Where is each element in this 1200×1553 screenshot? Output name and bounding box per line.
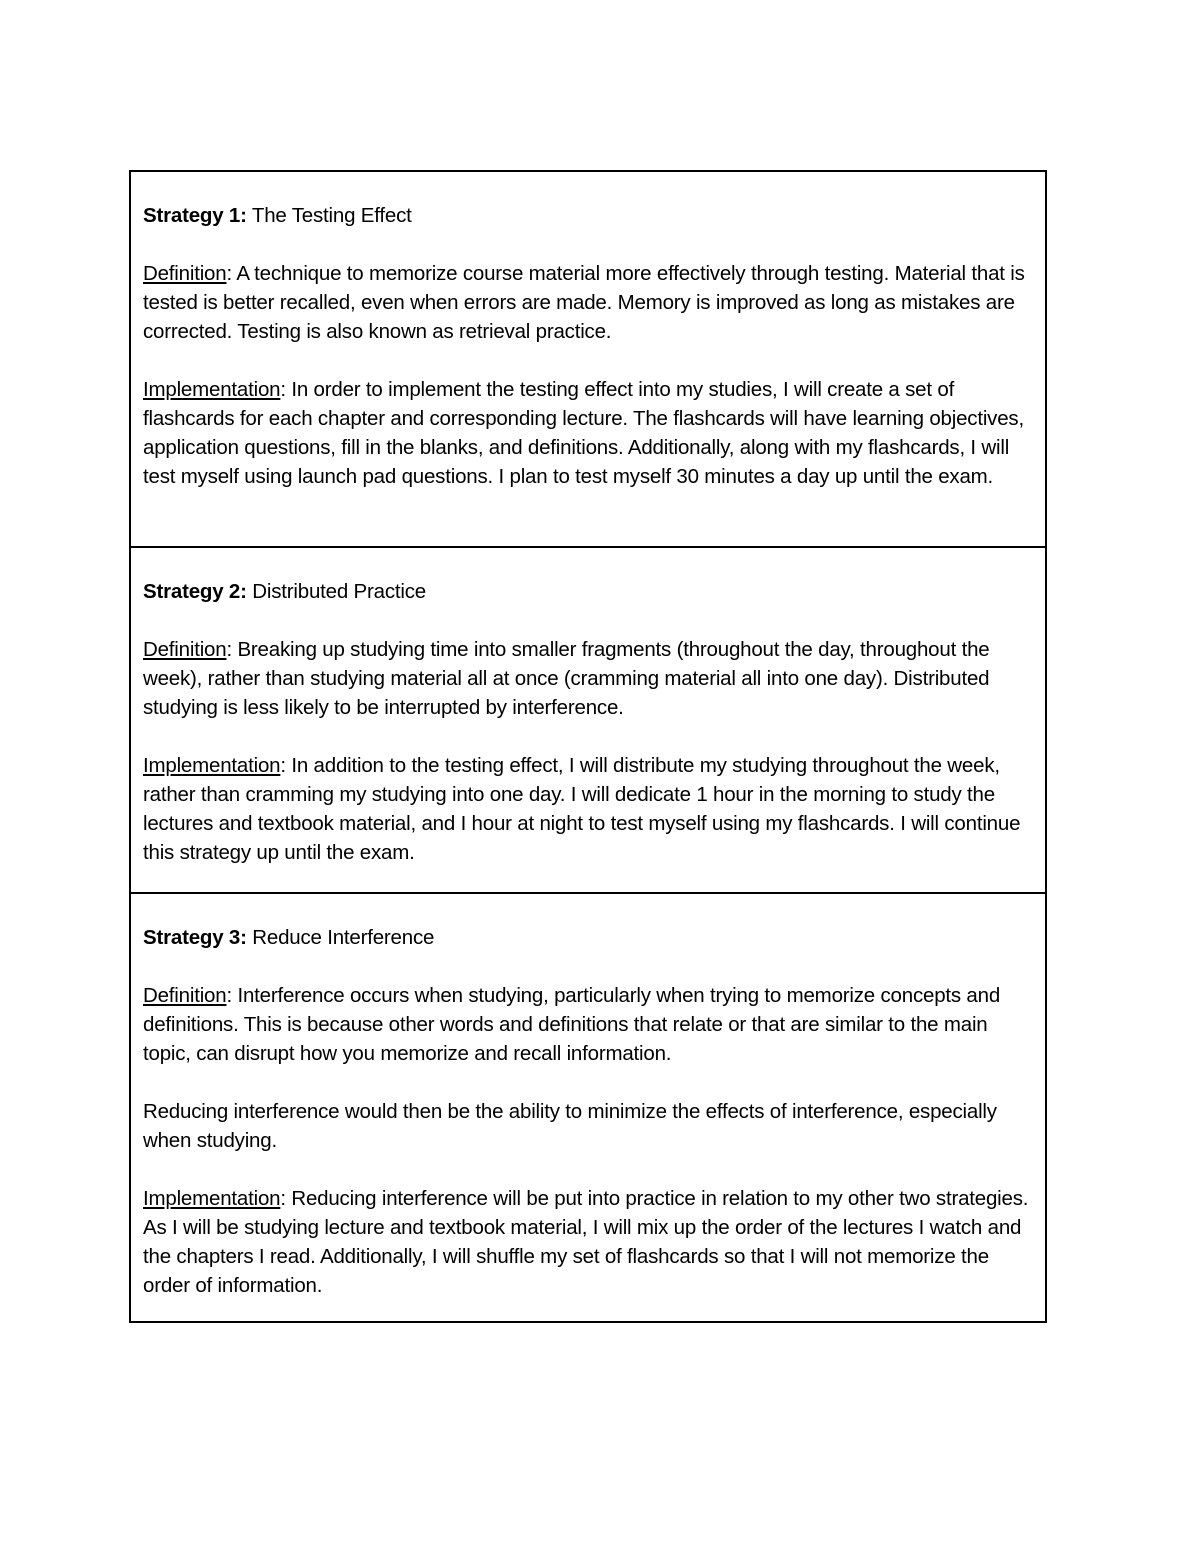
implementation-text: : In order to implement the testing effect into my studies, I will create a set of flashcards for each chapter and corresponding lecture. The flashcards will have learning objectives, application questions, fill in the blanks, and definitions. Additionally, along with my flashcards, I will test myself using launch pad questions. I plan to test myself 30 minutes a day up until the exam. <box>143 378 1024 488</box>
definition-paragraph <box>143 635 1033 722</box>
definition-paragraph <box>143 259 1033 346</box>
strategy-heading <box>143 923 1033 952</box>
definition-paragraph <box>143 981 1033 1068</box>
definition-label: Definition <box>143 262 227 285</box>
implementation-text: : In addition to the testing effect, I will distribute my studying throughout the week, rather than cramming my studying into one day. I will dedicate 1 hour in the morning to study the lectures and textbook material, and I hour at night to test myself using my flashcards. I will continue this strategy up until the exam. <box>143 754 1021 864</box>
strategy-cell-3 <box>131 892 1045 1321</box>
extra-paragraph: Reducing interference would then be the ability to minimize the effects of interference, especially when studying. <box>143 1100 997 1152</box>
implementation-paragraph <box>143 751 1033 867</box>
definition-label: Definition <box>143 984 227 1007</box>
strategy-title: Distributed Practice <box>246 580 426 603</box>
definition-text: : Breaking up studying time into smaller fragments (throughout the day, throughout the week), rather than studying material all at once (cramming material all into one day). Distributed studying is less likely to be interrupted by interference. <box>143 638 990 719</box>
strategy-title: Reduce Interference <box>246 926 435 949</box>
strategy-title: The Testing Effect <box>246 204 412 227</box>
implementation-label: Implementation <box>143 1187 281 1210</box>
definition-text: : Interference occurs when studying, particularly when trying to memorize concepts and definitions. This is because other words and definitions that relate or that are similar to the main topic, can disrupt how you memorize and recall information. <box>143 984 1001 1065</box>
implementation-label: Implementation <box>143 754 281 777</box>
strategy-label: Strategy 2: <box>143 580 247 603</box>
strategy-cell-2 <box>131 546 1045 892</box>
strategy-table <box>129 170 1047 1323</box>
strategy-cell-1 <box>131 172 1045 546</box>
strategy-label: Strategy 1: <box>143 204 247 227</box>
implementation-paragraph <box>143 375 1033 491</box>
definition-text: : A technique to memorize course material more effectively through testing. Material that is tested is better recalled, even when errors are made. Memory is improved as long as mistakes are corrected. Testing is also known as retrieval practice. <box>143 262 1025 343</box>
definition-label: Definition <box>143 638 227 661</box>
strategy-heading <box>143 577 1033 606</box>
implementation-text: : Reducing interference will be put into practice in relation to my other two strategies. As I will be studying lecture and textbook material, I will mix up the order of the lectures I watch and the chapters I read. Additionally, I will shuffle my set of flashcards so that I will not memorize the order of information. <box>143 1187 1029 1297</box>
implementation-label: Implementation <box>143 378 281 401</box>
strategy-label: Strategy 3: <box>143 926 247 949</box>
strategy-heading <box>143 201 1033 230</box>
implementation-paragraph <box>143 1184 1033 1300</box>
